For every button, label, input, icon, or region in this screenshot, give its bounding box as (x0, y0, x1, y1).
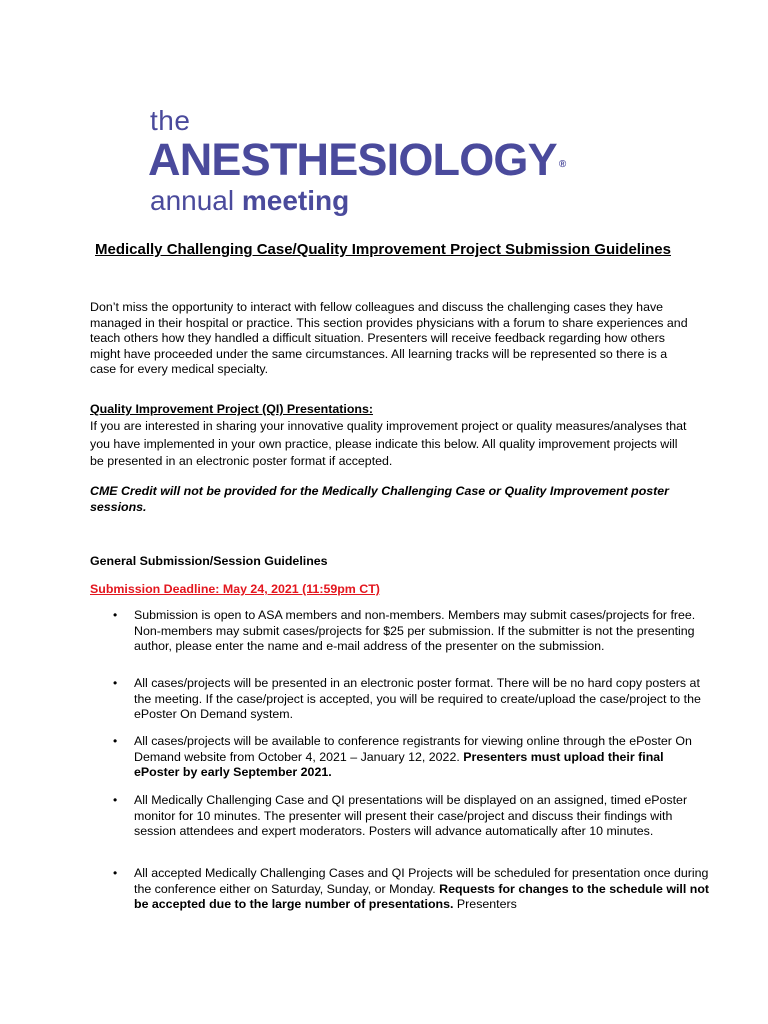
logo-name: ANESTHESIOLOGY (148, 134, 557, 185)
logo-meeting: meeting (241, 185, 350, 216)
list-item-text: All Medically Challenging Case and QI presentations will be displayed on an assigned, timed ePoster monitor for 10 minutes. The presenter will present their case/project and discuss their findings with session attendees and expert moderators. Posters will advance automatically after 10 minutes. (134, 793, 688, 838)
logo-anesthesiology (148, 134, 565, 191)
submission-deadline: Submission Deadline: May 24, 2021 (11:59pm CT) (90, 582, 380, 596)
bullet-icon: • (113, 734, 118, 748)
list-item-text: All cases/projects will be available to conference registrants for viewing online through the ePoster On Demand website from October 4, 2021 – January 12, 2022. Presenters must upload their final ePoster by early September 2021. (134, 734, 692, 779)
qi-heading: Quality Improvement Project (QI) Presentations: (90, 402, 373, 416)
bullet-icon: • (113, 866, 118, 880)
logo-annual: annual (150, 185, 235, 216)
list-item-text: Submission is open to ASA members and non-members. Members may submit cases/projects for free. Non-members may submit cases/projects for $25 per submission. If the submitter is not the presenting author, please enter the name and e-mail address of the presenter on the submission. (134, 608, 696, 653)
logo-annual-meeting (150, 184, 349, 218)
bullet-icon: • (113, 793, 118, 807)
bullet-icon: • (113, 676, 118, 690)
general-guidelines-heading: General Submission/Session Guidelines (90, 554, 328, 568)
list-item-text: All cases/projects will be presented in an electronic poster format. There will be no hard copy posters at the meeting. If the case/project is accepted, you will be required to create/upload the case/project to the ePoster On Demand system. (134, 676, 701, 721)
cme-note: CME Credit will not be provided for the Medically Challenging Case or Quality Improvement poster sessions. (90, 484, 670, 514)
qi-paragraph: If you are interested in sharing your innovative quality improvement project or quality measures/analyses that you have implemented in your own practice, please indicate this below. All quality improvement projects will be presented in an electronic poster format if accepted. (90, 419, 687, 468)
intro-paragraph: Don’t miss the opportunity to interact with fellow colleagues and discuss the challenging cases they have managed in their hospital or practice. This section provides physicians with a forum to share experiences and teach others how they handled a difficult situation. Presenters will receive feedback regarding how others might have proceeded under the same circumstances. All learning tracks will be represented so there is a case for every medical specialty. (90, 300, 688, 376)
registered-mark: ® (558, 159, 566, 170)
logo-the: the (150, 105, 191, 136)
bullet-icon: • (113, 608, 118, 622)
list-item-text: All accepted Medically Challenging Cases and QI Projects will be scheduled for presentation once during the conference either on Saturday, Sunday, or Monday. Requests for changes to the schedule will not be accepted due to the large number of presentations. Presenters (134, 866, 710, 911)
document-title: Medically Challenging Case/Quality Improvement Project Submission Guidelines (95, 241, 671, 258)
